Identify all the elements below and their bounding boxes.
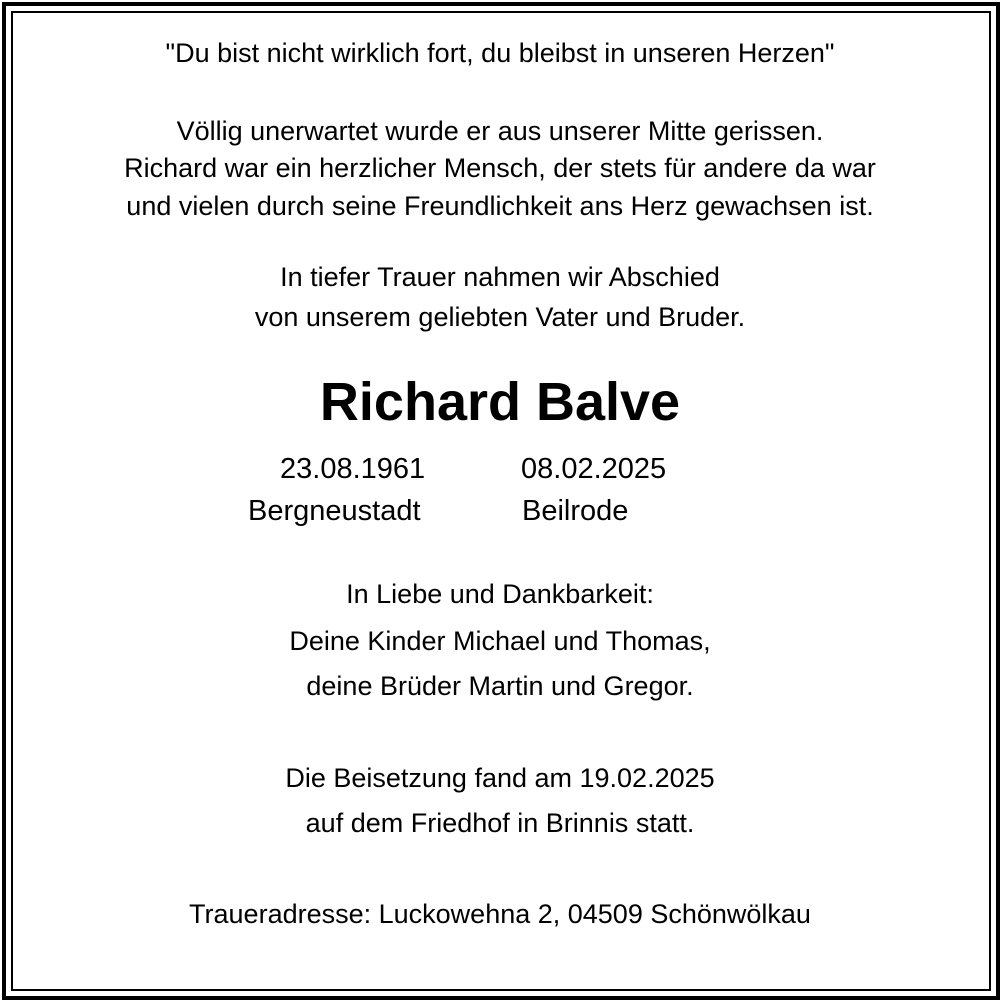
farewell-line-1: In tiefer Trauer nahmen wir Abschied — [280, 262, 720, 292]
deceased-name: Richard Balve — [319, 372, 681, 432]
burial-line-1: Die Beisetzung fand am 19.02.2025 — [285, 763, 715, 793]
mourners-line-1: In Liebe und Dankbarkeit: — [346, 579, 654, 609]
intro-line-2: Richard war ein herzlicher Mensch, der stets für andere da war — [124, 153, 876, 183]
mourners-line-3: deine Brüder Martin und Gregor. — [306, 671, 694, 701]
death-place: Beilrode — [522, 495, 629, 527]
intro-line-1: Völlig unerwartet wurde er aus unserer Mitte gerissen. — [176, 116, 824, 146]
mourners-line-2: Deine Kinder Michael und Thomas, — [289, 626, 711, 656]
mourning-address: Traueradresse: Luckowehna 2, 04509 Schönwölkau — [189, 899, 811, 929]
birth-date: 23.08.1961 — [280, 453, 426, 485]
farewell-line-2: von unserem geliebten Vater und Bruder. — [254, 302, 746, 332]
burial-line-2: auf dem Friedhof in Brinnis statt. — [305, 808, 695, 838]
birth-place: Bergneustadt — [248, 495, 421, 527]
intro-line-3: und vielen durch seine Freundlichkeit ans Herz gewachsen ist. — [126, 191, 874, 221]
memorial-quote: "Du bist nicht wirklich fort, du bleibst in unseren Herzen" — [165, 38, 835, 68]
death-date: 08.02.2025 — [521, 453, 667, 485]
